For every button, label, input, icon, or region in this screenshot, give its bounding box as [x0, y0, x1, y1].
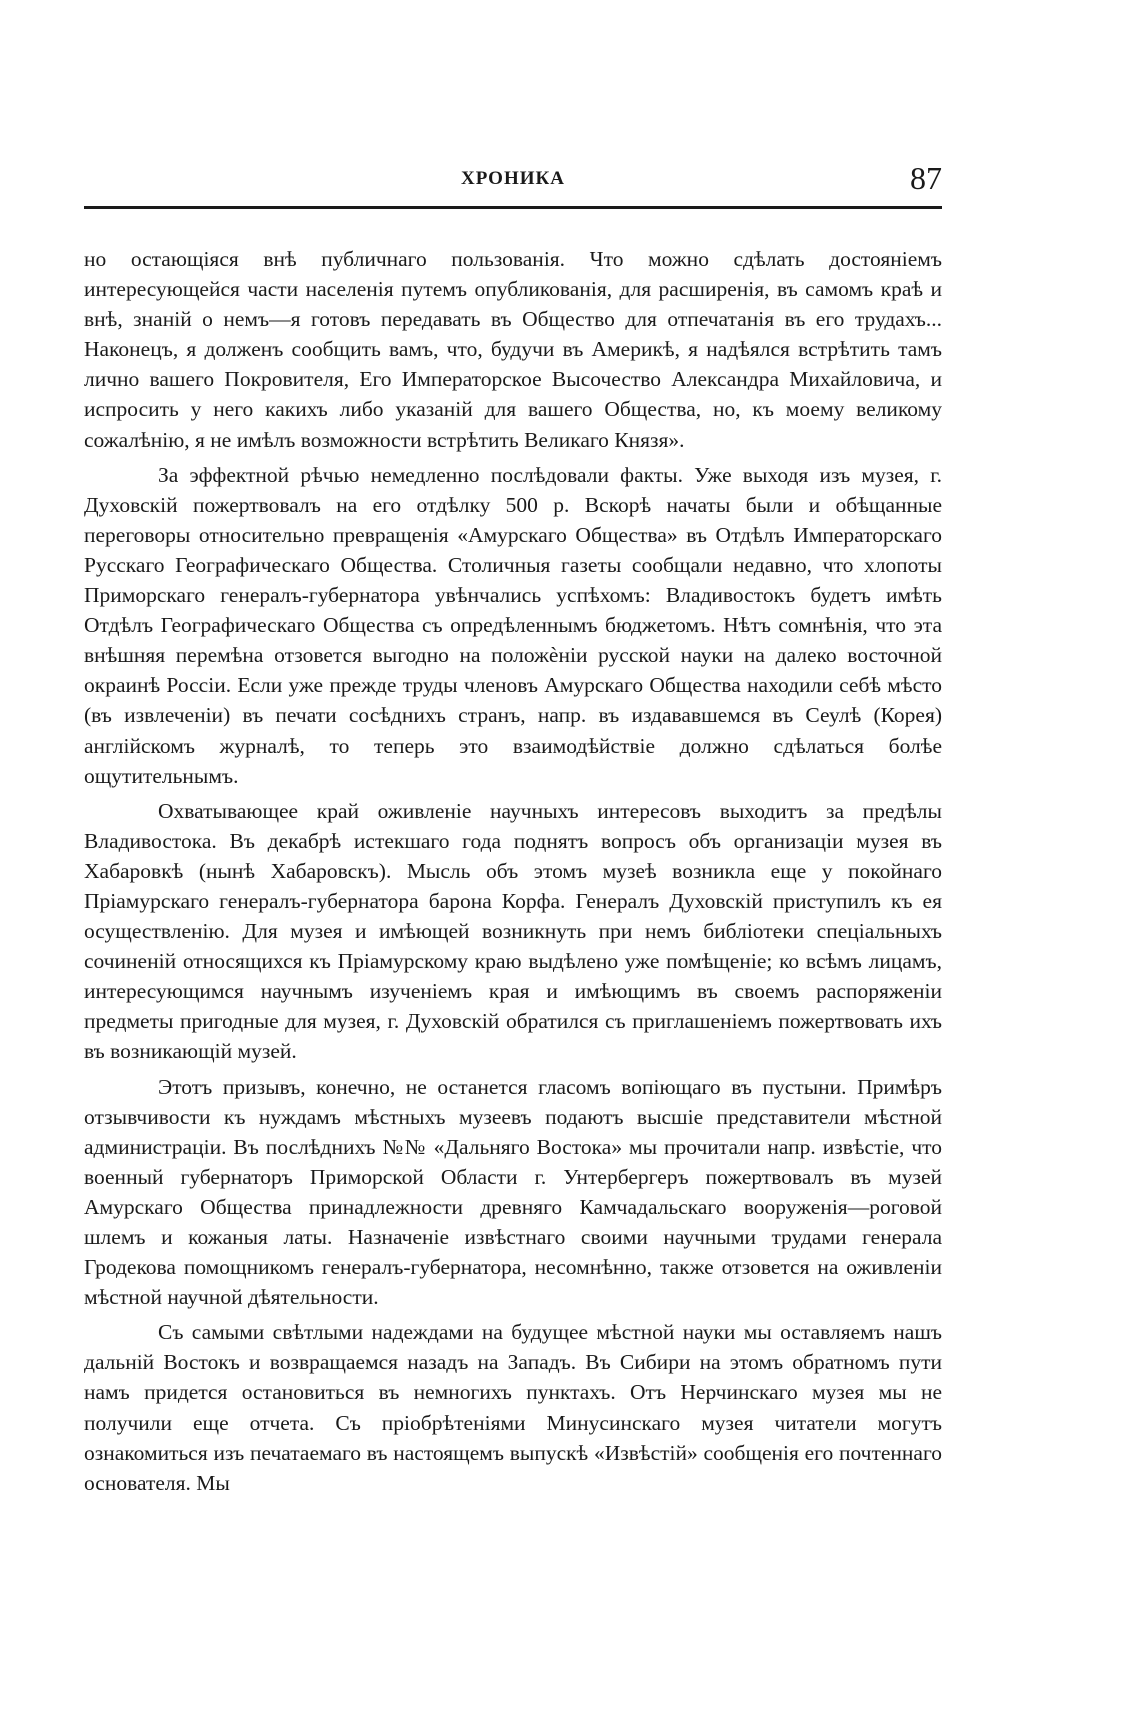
header-rule	[84, 206, 942, 209]
paragraph: За эффектной рѣчью немедленно послѣдовали факты. Уже выходя изъ музея, г. Духовскій пожертвовалъ на его отдѣлку 500 р. Вскорѣ начаты были и обѣщанные переговоры относительно превращенія «Амурскаго Общества» въ Отдѣлъ Императорскаго Русскаго Географическаго Общества. Столичныя газеты сообщали недавно, что хлопоты Приморскаго генералъ-губернатора увѣнчались успѣхомъ: Владивостокъ будетъ имѣть Отдѣлъ Географическаго Общества съ опредѣленнымъ бюджетомъ. Нѣтъ сомнѣнія, что эта внѣшняя перемѣна отзовется выгодно на положѐніи русской науки на далеко восточной окраинѣ Россіи. Если уже прежде труды членовъ Амурскаго Общества находили себѣ мѣсто (въ извлеченіи) въ печати сосѣднихъ странъ, напр. въ издававшемся въ Сеулѣ (Корея) англійскомъ журналѣ, то теперь это взаимодѣйствіе должно сдѣлаться болѣе ощутительнымъ.	[84, 462, 942, 788]
paragraph: Съ самыми свѣтлыми надеждами на будущее мѣстной науки мы оставляемъ нашъ дальній Востокъ и возвращаемся назадъ на Западъ. Въ Сибири на этомъ обратномъ пути намъ придется остановиться въ немногихъ пунктахъ. Отъ Нерчинскаго музея мы не получили еще отчета. Съ пріобрѣтеніями Минусинскаго музея читатели могутъ ознакомиться изъ печатаемаго въ настоящемъ выпускѣ «Извѣстій» сообщенія его почтеннаго основателя. Мы	[84, 1320, 942, 1495]
page-number: 87	[910, 160, 942, 196]
paragraph: Охватывающее край оживленіе научныхъ интересовъ выходитъ за предѣлы Владивостока. Въ декабрѣ истекшаго года поднятъ вопросъ объ организаціи музея въ Хабаровкѣ (нынѣ Хабаровскъ). Мысль объ этомъ музеѣ возникла еще у покойнаго Пріамурскаго генералъ-губернатора барона Корфа. Генералъ Духовскій приступилъ къ ея осуществленію. Для музея и имѣющей возникнуть при немъ библіотеки спеціальныхъ сочиненій относящихся къ Пріамурскому краю выдѣлено уже помѣщеніе; ко всѣмъ лицамъ, интересующимся научнымъ изученіемъ края и имѣющимъ въ своемъ распоряженіи предметы пригодные для музея, г. Духовскій обратился съ приглашеніемъ пожертвовать ихъ въ возникающій музей.	[84, 798, 942, 1064]
running-title: ХРОНИКА	[460, 168, 566, 189]
book-page	[84, 0, 942, 1732]
paragraph: Этотъ призывъ, конечно, не останется гласомъ вопіющаго въ пустыни. Примѣръ отзывчивости къ нуждамъ мѣстныхъ музеевъ подаютъ высшіе представители мѣстной администраціи. Въ послѣднихъ №№ «Дальняго Востока» мы прочитали напр. извѣстіе, что военный губернаторъ Приморской Области г. Унтербергеръ пожертвовалъ въ музей Амурскаго Общества принадлежности древняго Камчадальскаго вооруженія—роговой шлемъ и кожаныя латы. Назначеніе извѣстнаго своими научными трудами генерала Гродекова помощникомъ генералъ-губернатора, несомнѣнно, также отзовется на оживленіи мѣстной научной дѣятельности.	[84, 1074, 942, 1310]
body-text	[84, 244, 942, 1503]
paragraph: но остающіяся внѣ публичнаго пользованія. Что можно сдѣлать достояніемъ интересующейся части населенія путемъ опубликованія, для расширенія, въ самомъ краѣ и внѣ, знаній о немъ—я готовъ передавать въ Общество для отпечатанія въ его трудахъ... Наконецъ, я долженъ сообщить вамъ, что, будучи въ Америкѣ, я надѣялся встрѣтить тамъ лично вашего Покровителя, Его Императорское Высочество Александра Михайловича, и испросить у него какихъ либо указаній для вашего Общества, но, къ моему великому сожалѣнію, я не имѣлъ возможности встрѣтить Великаго Князя».	[84, 247, 942, 452]
running-header	[84, 160, 942, 204]
